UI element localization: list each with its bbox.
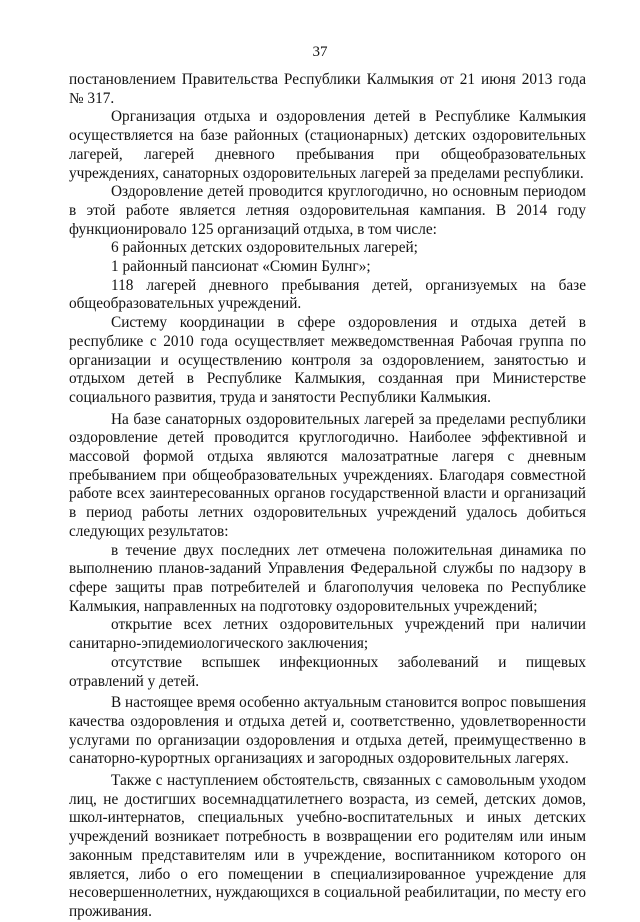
list-item: отсутствие вспышек инфекционных заболеваний и пищевых отравлений у детей. <box>69 653 586 690</box>
body-text <box>69 71 586 922</box>
list-item: 118 лагерей дневного пребывания детей, организуемых на базе общеобразовательных учреждений. <box>69 276 586 313</box>
list-item: в течение двух последних лет отмечена положительная динамика по выполнению планов-заданий Управления Федеральной службы по надзору в сфере защиты прав потребителей и благополучия человека по Республике Калмыкия, направленных на подготовку оздоровительных учреждений; <box>69 541 586 615</box>
list-item: 6 районных детских оздоровительных лагерей; <box>111 239 418 257</box>
list-item: 1 районный пансионат «Сюмин Булнг»; <box>111 258 371 276</box>
paragraph: Также с наступлением обстоятельств, связанных с самовольным уходом лиц, не достигших восемнадцатилетнего возраста, из семей, детских домов, школ-интернатов, специальных учебно-воспитательных и иных детских учреждений возникает потребность в возвращении его родителям или иным законным представителям или в учреждение, воспитанником которого он является, либо о его помещении в специализированное учреждение для несовершеннолетних, нуждающихся в социальной реабилитации, по месту его проживания. <box>69 772 586 920</box>
page-number: 37 <box>312 44 328 60</box>
paragraph: В настоящее время особенно актуальным становится вопрос повышения качества оздоровления и отдыха детей и, соответственно, удовлетворенности услугами по организации оздоровления и отдыха детей, преимущественно в санаторно-курортных организациях и загородных оздоровительных лагерях. <box>69 694 586 768</box>
paragraph: Систему координации в сфере оздоровления и отдыха детей в республике с 2010 года осуществляет межведомственная Рабочая группа по организации и осуществлению контроля за оздоровлением, занятостью и отдыхом детей в Республике Калмыкия, созданная при Министерстве социального развития, труда и занятости Республики Калмыкия. <box>69 314 586 406</box>
paragraph: Оздоровление детей проводится круглогодично, но основным периодом в этой работе является летняя оздоровительная кампания. В 2014 году функционировало 125 организаций отдыха, в том числе: <box>69 183 586 238</box>
paragraph: Организация отдыха и оздоровления детей в Республике Калмыкия осуществляется на базе районных (стационарных) детских оздоровительных лагерей, лагерей дневного пребывания при общеобразовательных учреждениях, санаторных оздоровительных лагерей за пределами республики. <box>69 108 586 182</box>
paragraph: На базе санаторных оздоровительных лагерей за пределами республики оздоровление детей проводится круглогодично. Наиболее эффективной и массовой формой отдыха являются малозатратные лагеря с дневным пребыванием при общеобразовательных учреждениях. Благодаря совместной работе всех заинтересованных органов государственной власти и организаций в период работы летних оздоровительных учреждений удалось добиться следующих результатов: <box>69 410 586 540</box>
list-item: открытие всех летних оздоровительных учреждений при наличии санитарно-эпидемиологического заключения; <box>69 616 586 653</box>
paragraph-continuation: постановлением Правительства Республики Калмыкия от 21 июня 2013 года № 317. <box>69 71 586 107</box>
